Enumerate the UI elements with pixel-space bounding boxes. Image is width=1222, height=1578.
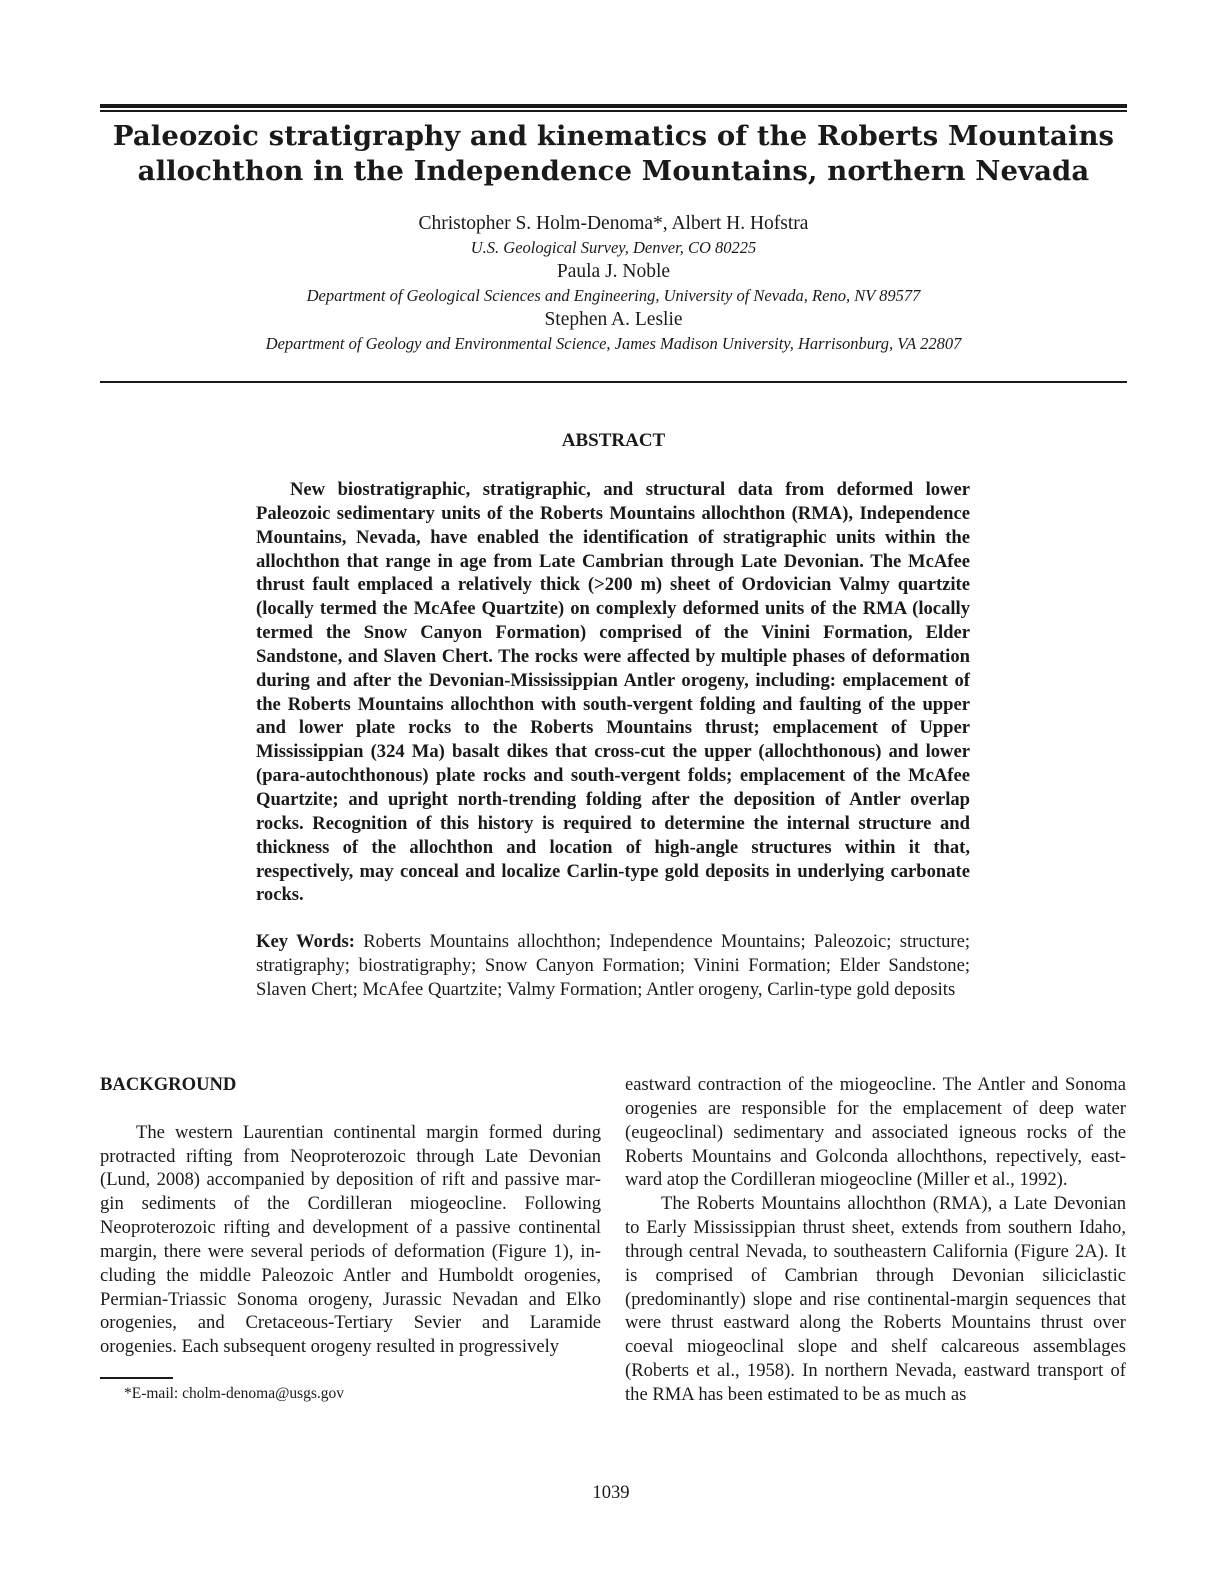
author-names-1: Christopher S. Holm-Denoma*, Albert H. Hofstra [418, 213, 809, 234]
title-line-1: Paleozoic stratigraphy and kinematics of the Roberts Mountains [112, 120, 1115, 152]
top-rule-thick [100, 104, 1127, 108]
left-column [100, 1073, 601, 1359]
affiliation-2: Department of Geological Sciences and Engineering, University of Nevada, Reno, NV 89577 [306, 286, 921, 305]
affiliation-1: U.S. Geological Survey, Denver, CO 80225 [470, 238, 757, 257]
page-number: 1039 [592, 1482, 630, 1503]
body-paragraph: The Roberts Mountains allochthon (RMA), a Late Devonian to Early Mississippian thrust sheet, extends from southern Idaho, through central Nevada, to southeastern California (Figure 2A). It is comprised of Cambrian through Devonian siliciclastic (predominantly) slope and rise continental-margin sequences that were thrust eastward along the Roberts Mountains thrust over coeval miogeoclinal slope and shelf calcareous assemblages (Roberts et al., 1958). In northern Nevada, eastward transport of the RMA has been estimated to be as much as [625, 1193, 1126, 1405]
body-paragraph: The western Laurentian continental margin formed during protracted rifting from Neoproterozoic through Late Devonian (Lund, 2008) accompanied by deposition of rift and passive margin sediments of the Cordilleran miogeocline. Following Neoproterozoic rifting and development of a passive continental margin, there were several periods of deformation (Figure 1), including the middle Paleozoic Antler and Humboldt orogenies, Permian-Triassic Sonoma orogeny, Jurassic Nevadan and Elko orogenies, and Cretaceous-Tertiary Sevier and Laramide orogenies. Each subsequent orogeny resulted in progressively [100, 1121, 601, 1358]
top-rule-thin [100, 110, 1127, 112]
author-names-3: Stephen A. Leslie [544, 309, 683, 330]
footnote-rule [100, 1377, 173, 1379]
author-names-2: Paula J. Noble [556, 261, 671, 282]
header-divider [100, 381, 1127, 383]
right-column [625, 1073, 1126, 1407]
abstract-heading: ABSTRACT [561, 430, 666, 451]
keywords-label: Key Words: [256, 931, 355, 952]
keywords [256, 930, 970, 1002]
abstract-paragraph: New biostratigraphic, stratigraphic, and structural data from deformed lower Paleozoic sedimentary units of the Roberts Mountains allochthon (RMA), Independence Mountains, Nevada, have enabled the identification of stratigraphic units within the allochthon that range in age from Late Cambrian through Late Devonian. The McAfee thrust fault emplaced a relatively thick (>200 m) sheet of Ordovician Valmy quartzite (locally termed the McAfee Quartzite) on complexly deformed units of the RMA (locally termed the Snow Canyon Formation) comprised of the Vinini Formation, Elder Sandstone, and Slaven Chert. The rocks were affected by multiple phases of deformation during and after the Devonian-Mississippian Antler orogeny, including: emplacement of the Roberts Mountains allochthon with south-vergent folding and faulting of the upper and lower plate rocks to the Roberts Mountains thrust; emplacement of Upper Mississippian (324 Ma) basalt dikes that cross-cut the upper (allochthonous) and lower (para-autochthonous) plate rocks and south-vergent folds; emplacement of the McAfee Quartzite; and upright north-trending folding after the deposition of Antler overlap rocks. Recognition of this history is required to determine the internal structure and thickness of the allochthon and location of high-angle structures within it that, respectively, may conceal and localize Carlin-type gold deposits in underlying carbonate rocks. [256, 479, 970, 906]
paper-title [100, 119, 1127, 189]
keywords-text: Roberts Mountains allochthon; Independence Mountains; Paleozoic; structure; stratigraphy; biostratigraphy; Snow Canyon Formation; Vinini Formation; Elder Sandstone; Slaven Chert; McAfee Quartzite; Valmy Formation; Antler orogeny, Carlin-type gold deposits [256, 931, 970, 1000]
abstract-body [256, 478, 970, 907]
footnote-email: *E-mail: cholm-denoma@usgs.gov [124, 1385, 345, 1402]
affiliation-3: Department of Geology and Environmental Science, James Madison University, Harrisonburg, VA 22807 [265, 334, 962, 353]
title-line-2: allochthon in the Independence Mountains, northern Nevada [137, 155, 1090, 187]
author-block [100, 212, 1127, 356]
body-paragraph: eastward contraction of the miogeocline. The Antler and Sonoma orogenies are responsible for the emplacement of deep water (eugeoclinal) sedimentary and associated igneous rocks of the Roberts Mountains and Golconda allochthons, repectively, eastward atop the Cordilleran miogeocline (Miller et al., 1992). [625, 1074, 1126, 1191]
section-heading-background: BACKGROUND [100, 1074, 237, 1095]
